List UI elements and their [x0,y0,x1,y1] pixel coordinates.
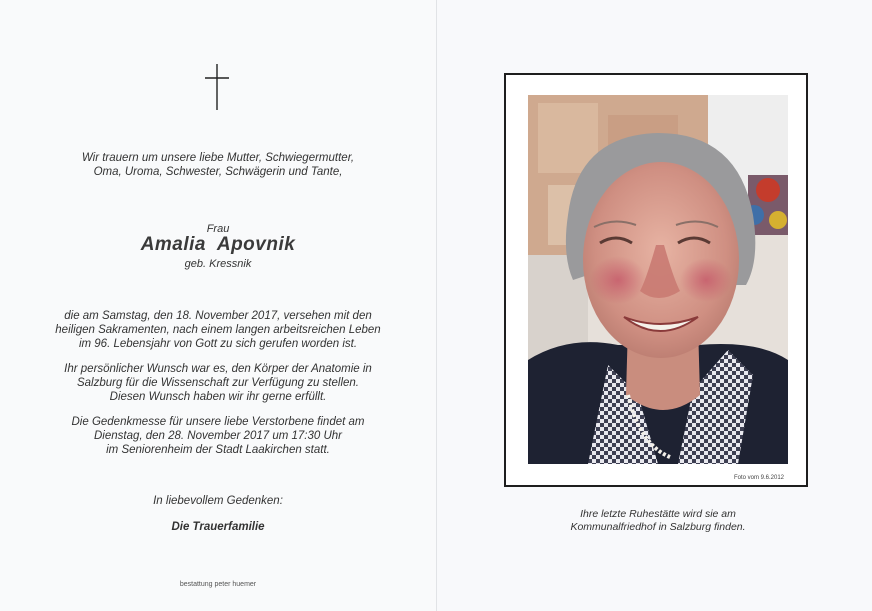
deceased-name: Amalia Apovnik [140,234,296,255]
paragraph-line: Dienstag, den 28. November 2017 um 17:30 Uhr [93,430,343,442]
grave-text [528,508,788,534]
paragraph-line: die am Samstag, den 18. November 2017, versehen mit den [64,310,372,322]
photo-frame [504,73,808,487]
intro-line-1: Wir trauern um unsere liebe Mutter, Schwiegermutter, [81,152,355,164]
paragraph-line: im Seniorenheim der Stadt Laakirchen statt. [106,444,330,456]
title-frau: Frau [206,223,230,235]
paragraph-death [20,309,416,351]
paragraph-line: Ihr persönlicher Wunsch war es, den Körper der Anatomie in [64,363,372,375]
paragraph-anatomy [20,362,416,404]
grave-line-2: Kommunalfriedhof in Salzburg finden. [570,521,746,533]
paragraph-line: im 96. Lebensjahr von Gott zu sich gerufen worden ist. [78,338,358,350]
closing-text: In liebevollem Gedenken: [153,495,283,507]
paragraph-line: Die Gedenkmesse für unsere liebe Verstorbene findet am [71,416,365,428]
paragraph-line: Salzburg für die Wissenschaft zur Verfügung zu stellen. [76,377,359,389]
photo-credit: Foto vom 9.6.2012 [733,475,784,481]
portrait-photo [528,95,788,464]
intro-line-2: Oma, Uroma, Schwester, Schwägerin und Tante, [93,166,343,178]
intro-text [20,151,416,179]
paragraph-line: Diesen Wunsch haben wir ihr gerne erfüllt. [109,391,327,403]
undertaker-name: bestattung peter huemer [179,581,257,588]
cross-icon [202,62,232,112]
paragraph-line: heiligen Sakramenten, nach einem langen arbeitsreichen Leben [55,324,381,336]
birth-name: geb. Kressnik [184,258,252,270]
signature: Die Trauerfamilie [171,521,265,533]
grave-line-1: Ihre letzte Ruhestätte wird sie am [580,508,736,520]
paragraph-memorial-mass [20,415,416,457]
